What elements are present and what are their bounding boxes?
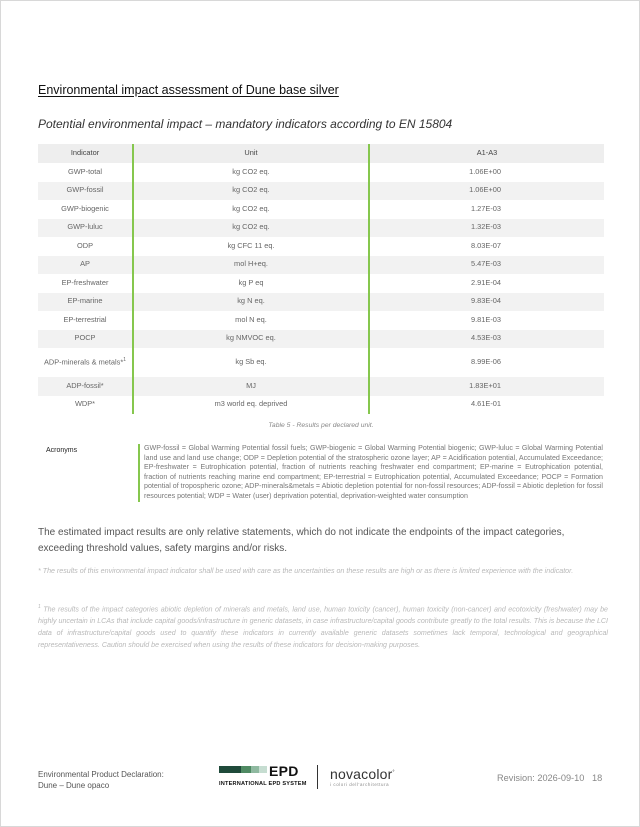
page-title: Environmental impact assessment of Dune base silver [38,83,339,97]
cell-value: 4.53E-03 [369,330,604,349]
cell-indicator: GWP-luluc [38,219,133,238]
header-unit: Unit [133,144,369,163]
section-subtitle: Potential environmental impact – mandatory indicators according to EN 15804 [38,117,453,131]
table-row [38,311,604,330]
table-row [38,200,604,219]
revision-date: Revision: 2026-09-10 [497,773,585,783]
epd-logo-bar [259,766,267,773]
cell-indicator: GWP-fossil [38,182,133,201]
cell-indicator: EP-terrestrial [38,311,133,330]
cell-value: 1.06E+00 [369,182,604,201]
cell-indicator: ADP-fossil* [38,377,133,396]
epd-logo-bars [219,766,267,773]
cell-value: 5.47E-03 [369,256,604,275]
results-statement: The estimated impact results are only relative statements, which do not indicate the endpoints of the impact categories, exceeding threshold values, safety margins and/or risks. [38,527,565,554]
cell-unit: kg Sb eq. [133,348,369,377]
page-number: 18 [592,773,603,783]
cell-value: 1.32E-03 [369,219,604,238]
cell-value: 8.99E-06 [471,357,501,367]
epd-logo-word: EPD [269,763,299,779]
cell-unit: kg CO2 eq. [133,163,369,182]
impact-table [38,144,604,414]
table-row [38,377,604,396]
table-row [38,163,604,182]
table-row [38,237,604,256]
cell-indicator: GWP-biogenic [38,200,133,219]
footnote-text: The results of the impact categories abiotic depletion of minerals and metals, land use, human toxicity (cancer), human toxicity (non-cancer) and ecotoxicity (freshwater) may be highly uncertain in LCAs that include capital goods/infrastructure in generic datasets, in case infrastructure/capital goods contribute greatly to the total results. This is because the LCI data of infrastructure/capital goods used to quantify these indicators in currently available generic datasets sometimes lack temporal, technological and geographical representativeness. Caution should be exercised when using the results of these indicators for decision-making purposes. [38,605,608,650]
table-row [38,396,604,415]
cell-unit: MJ [133,377,369,396]
cell-unit: kg N eq. [133,293,369,312]
cell-value: 9.81E-03 [471,314,501,324]
cell-indicator: ADP-minerals & metals*$^1$ [38,348,133,377]
novacolor-word: novacolor [330,766,393,782]
cell-unit: mol N eq. [133,311,369,330]
cell-indicator: POCP [38,330,133,349]
cell-value: 1.27E-03 [471,203,501,213]
cell-unit: kg CFC 11 eq. [133,237,369,256]
table-caption: Table 5 - Results per declared unit. [268,422,374,429]
table-row [38,219,604,238]
cell-value: 9.83E-04 [369,293,604,312]
footer-line-1: Environmental Product Declaration: [38,770,164,779]
cell-value: 1.06E+00 [469,166,501,176]
epd-logo-bar [241,766,251,773]
cell-unit: kg CO2 eq. [133,182,369,201]
table-header-row [38,144,604,163]
table-body [38,163,604,414]
cell-value: 4.61E-01 [471,399,501,409]
cell-unit: mol H+eq. [133,256,369,275]
cell-unit: kg NMVOC eq. [133,330,369,349]
novacolor-logo: novacolor° i colori dell'architettura [330,766,395,787]
footnote [38,601,608,651]
footer-logo-divider [317,765,318,789]
epd-logo-bar [219,766,241,773]
table-row [38,256,604,275]
cell-unit: kg CO2 eq. [133,219,369,238]
acronyms-text: GWP-fossil = Global Warming Potential fossil fuels; GWP-biogenic = Global Warming Potential biogenic; GWP-luluc = Global Warming Potential land use and land use change; ODP = Depletion potential of the stratospheric ozone layer; AP = Acidification potential, Accumulated Exceedance; EP-freshwater = Eutrophication potential, fraction of nutrients reaching freshwater end compartment; EP-marine = Eutrophication potential, fraction of nutrients reaching marine end compartment; EP-terrestrial = Eutrophication potential, Accumulated Exceedance; POCP = Formation potential of tropospheric ozone; ADP-minerals&metals = Abiotic depletion potential for non-fossil resources; ADP-fossil = Abiotic depletion for fossil resources potential; WDP = Water (user) deprivation potential, deprivation-weighted water consumption [138,444,603,502]
cell-value: 2.91E-04 [471,277,501,287]
revision-info [497,773,602,783]
header-indicator: Indicator [38,144,133,163]
table-row [38,330,604,349]
header-a1-a3: A1-A3 [369,144,604,163]
epd-logo-subtitle: INTERNATIONAL EPD SYSTEM [219,781,307,787]
table-row [38,293,604,312]
epd-logo-bar [251,766,259,773]
cell-unit: kg CO2 eq. [133,200,369,219]
cell-value: 1.83E+01 [369,377,604,396]
epd-logo [219,763,311,791]
acronyms-label: Acronyms [46,447,78,454]
footer-declaration [38,770,164,791]
cell-unit: kg P eq [133,274,369,293]
table-row [38,274,604,293]
table-row [38,182,604,201]
cell-indicator: EP-freshwater [38,274,133,293]
cell-indicator: ODP [38,237,133,256]
cell-indicator: EP-marine [38,293,133,312]
cell-indicator: AP [38,256,133,275]
cell-unit: m3 world eq. deprived [133,396,369,415]
footer-line-2: Dune – Dune opaco [38,780,110,790]
table-row [38,348,604,377]
asterisk-note: * The results of this environmental impact indicator shall be used with care as the uncertainties on these results are high or as there is limited experience with the indicator. [38,567,574,575]
footnote-mark: 1 [38,604,41,610]
novacolor-tagline: i colori dell'architettura [330,782,390,787]
cell-indicator: GWP-total [38,163,133,182]
cell-indicator: WDP* [38,396,133,415]
cell-value: 8.03E-07 [471,240,501,250]
